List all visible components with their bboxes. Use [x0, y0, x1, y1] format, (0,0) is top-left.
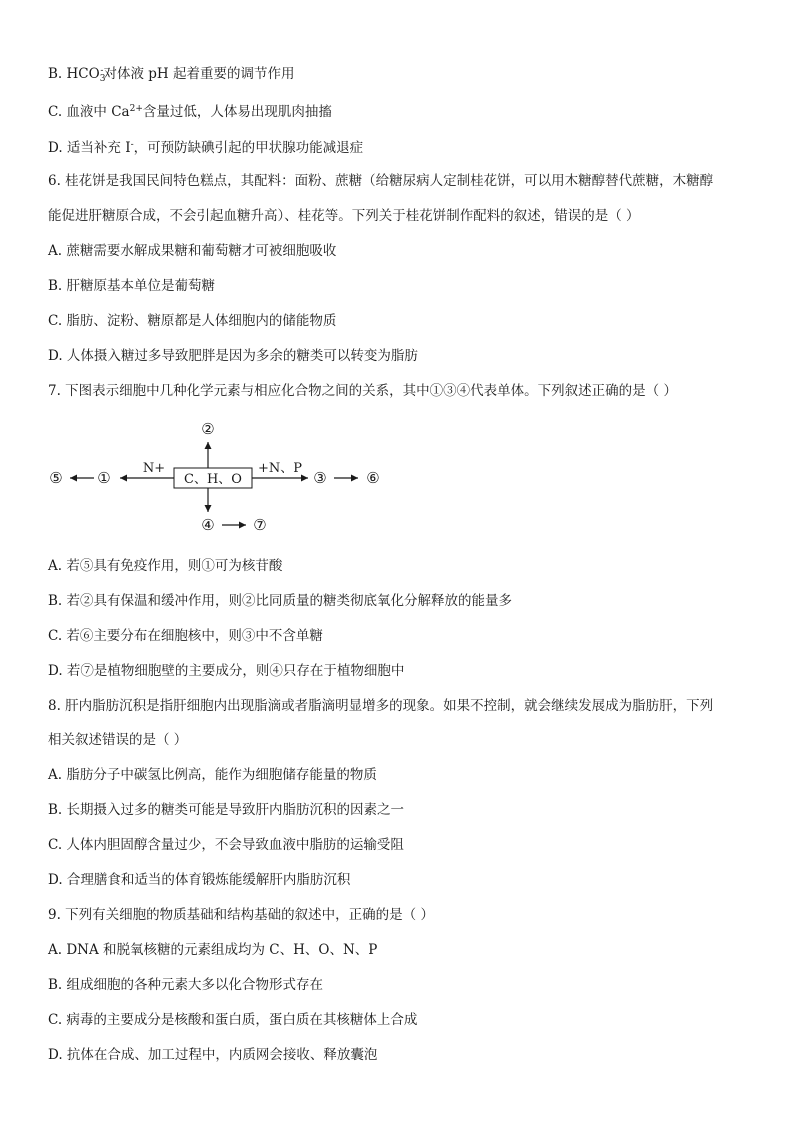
q6-option-c: C. 脂肪、淀粉、糖原都是人体细胞内的储能物质	[48, 313, 337, 329]
node-1: ①	[97, 469, 111, 487]
right-addition-label: +N、P	[257, 461, 303, 476]
q5-option-c-superscript: 2+	[129, 104, 143, 114]
q6-stem-line1: 6. 桂花饼是我国民间特色糕点，其配料：面粉、蔗糖（给糖尿病人定制桂花饼，可以用木糖醇替代蔗糖，木糖醇	[48, 173, 714, 189]
q7-stem: 7. 下图表示细胞中几种化学元素与相应化合物之间的关系，其中①③④代表单体。下列叙述正确的是（ ）	[48, 383, 677, 399]
q5-option-d-prefix: D. 适当补充 I	[48, 140, 131, 156]
q5-option-b-superscript: -	[100, 66, 104, 76]
q9-stem: 9. 下列有关细胞的物质基础和结构基础的叙述中，正确的是（ ）	[48, 907, 434, 923]
q5-option-c	[48, 100, 748, 121]
q5-option-b-prefix: B. HCO	[48, 66, 100, 82]
node-7: ⑦	[253, 516, 267, 534]
q9-option-a: A. DNA 和脱氧核糖的元素组成均为 C、H、O、N、P	[48, 942, 378, 958]
node-5: ⑤	[49, 469, 63, 487]
q7-option-d: D. 若⑦是植物细胞壁的主要成分，则④只存在于植物细胞中	[48, 663, 405, 679]
q8-stem-line2: 相关叙述错误的是（ ）	[48, 732, 188, 748]
q5-option-b-subscript: 3	[99, 74, 106, 84]
q8-option-b: B. 长期摄入过多的糖类可能是导致肝内脂肪沉积的因素之一	[48, 802, 405, 818]
node-6: ⑥	[366, 469, 380, 487]
left-addition-label: N+	[142, 461, 166, 476]
q9-option-d: D. 抗体在合成、加工过程中，内质网会接收、释放囊泡	[48, 1047, 378, 1063]
node-2: ②	[201, 420, 215, 438]
q6-option-d: D. 人体摄入糖过多导致肥胖是因为多余的糖类可以转变为脂肪	[48, 348, 418, 364]
q5-option-b-suffix: 对体液 pH 起着重要的调节作用	[103, 66, 295, 82]
q9-option-b: B. 组成细胞的各种元素大多以化合物形式存在	[48, 977, 324, 993]
q7-option-c: C. 若⑥主要分布在细胞核中，则③中不含单糖	[48, 628, 323, 644]
q6-option-b: B. 肝糖原基本单位是葡萄糖	[48, 278, 216, 294]
q7-option-a: A. 若⑤具有免疫作用，则①可为核苷酸	[48, 558, 283, 574]
q6-option-a: A. 蔗糖需要水解成果糖和葡萄糖才可被细胞吸收	[48, 243, 337, 259]
q9-option-c: C. 病毒的主要成分是核酸和蛋白质，蛋白质在其核糖体上合成	[48, 1012, 418, 1028]
node-3: ③	[313, 469, 327, 487]
compound-relationship-diagram	[40, 412, 400, 542]
q5-option-d	[48, 136, 748, 157]
center-elements-label: C、H、O	[184, 472, 242, 487]
q5-option-c-suffix: 含量过低，人体易出现肌肉抽搐	[142, 104, 332, 120]
q5-option-d-superscript: -	[130, 140, 134, 150]
q8-option-c: C. 人体内胆固醇含量过少，不会导致血液中脂肪的运输受阻	[48, 837, 404, 853]
q8-stem-line1: 8. 肝内脂肪沉积是指肝细胞内出现脂滴或者脂滴明显增多的现象。如果不控制，就会继续发展成为脂肪肝，下列	[48, 698, 714, 714]
q5-option-b	[48, 62, 748, 88]
q5-option-c-prefix: C. 血液中 Ca	[48, 104, 130, 120]
q8-option-d: D. 合理膳食和适当的体育锻炼能缓解肝内脂肪沉积	[48, 872, 351, 888]
q5-option-d-suffix: ，可预防缺碘引起的甲状腺功能减退症	[133, 140, 364, 156]
node-4: ④	[201, 516, 215, 534]
q7-option-b: B. 若②具有保温和缓冲作用，则②比同质量的糖类彻底氧化分解释放的能量多	[48, 593, 513, 609]
q6-stem-line2: 能促进肝糖原合成，不会引起血糖升高）、桂花等。下列关于桂花饼制作配料的叙述，错误的是（ ）	[48, 208, 640, 224]
q8-option-a: A. 脂肪分子中碳氢比例高，能作为细胞储存能量的物质	[48, 767, 377, 783]
